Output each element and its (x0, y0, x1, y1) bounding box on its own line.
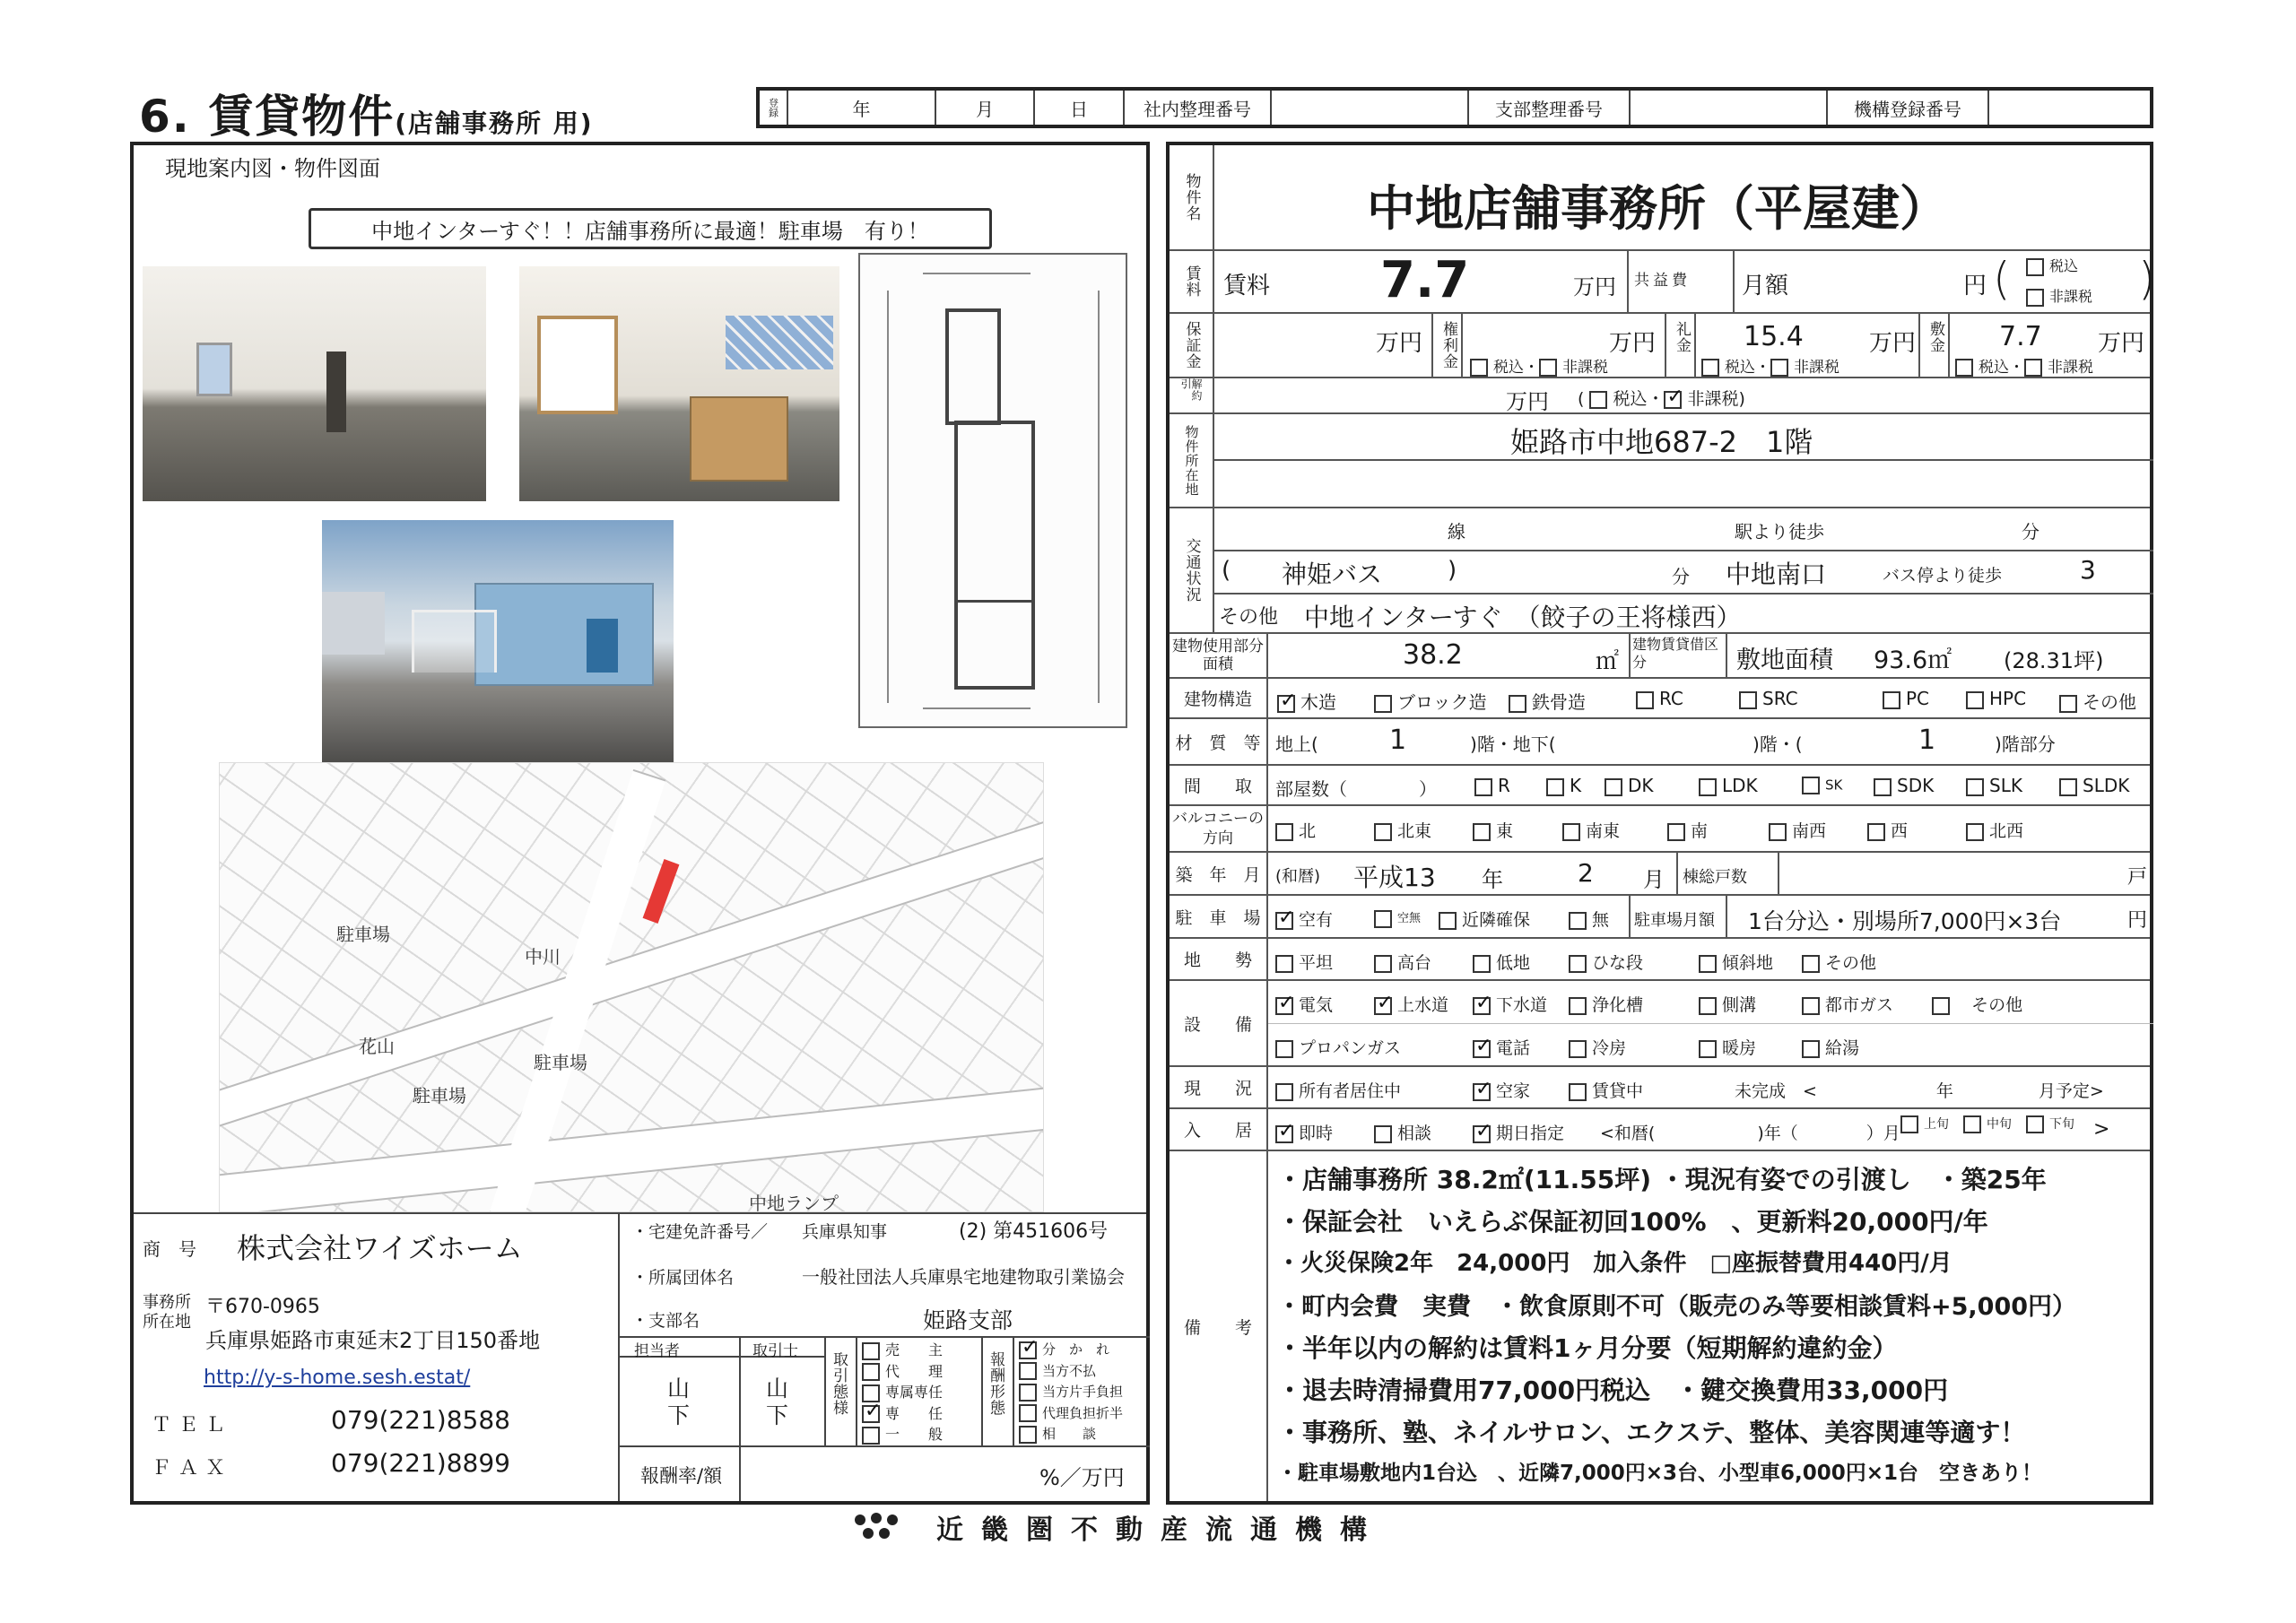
fee-rate-unit: %／万円 (1039, 1465, 1125, 1490)
association-name: 一般社団法人兵庫県宅地建物取引業協会 (802, 1266, 1125, 1288)
remark-line: ・火災保険2年 24,000円 加入条件 □座振替費用440円/月 (1277, 1250, 1952, 1277)
registration-bar (756, 87, 2153, 128)
direction-opt[interactable]: 西 (1867, 818, 1908, 842)
fee-rate-label: 報酬率/額 (640, 1465, 723, 1487)
land-area-label: 敷地面積 (1736, 647, 1833, 674)
movein-term[interactable]: 下旬 (2026, 1115, 2074, 1133)
floor-part-label: )階部分 (1995, 733, 2056, 755)
movein-opt[interactable]: ✓ 期日指定 (1473, 1120, 1564, 1144)
parking-opt[interactable]: 近隣確保 (1439, 907, 1530, 931)
cancellation-row: 解約引 万円 ( 税込・✓ 非課税) (1170, 378, 2150, 414)
floors-above-label: 地上( (1275, 733, 1318, 755)
other-access-label: その他 (1219, 606, 1279, 629)
left-panel (130, 142, 1150, 1505)
map-label-parking-3: 駐車場 (534, 1052, 587, 1073)
movein-row: 入 居 ✓ 即時 相談 ✓ 期日指定 <和暦( )年（ ）月 上旬 中旬 下旬 > (1170, 1109, 2150, 1151)
reikin-value: 15.4 (1744, 321, 1804, 352)
reikin-label: 礼金 (1673, 321, 1691, 353)
fee-type-option[interactable]: ✓分 か れ (1019, 1340, 1123, 1361)
terrain-opt[interactable]: 平坦 (1275, 950, 1333, 974)
reikin-tax[interactable]: 税込・ 非課税 (1701, 354, 1839, 377)
reikin-unit: 万円 (1869, 330, 1917, 357)
property-address: 姫路市中地687-2 1階 (1510, 425, 1813, 459)
location-map (219, 762, 1044, 1212)
area-unit: ㎡ (1596, 648, 1620, 675)
association-label: ・所属団体名 (631, 1268, 735, 1288)
parking-fee-yen: 円 (2127, 909, 2148, 932)
fee-type-option[interactable]: 当方片手負担 (1019, 1382, 1123, 1403)
company-name: 株式会社ワイズホーム (237, 1231, 523, 1265)
terrain-label: 地 勢 (1170, 939, 1268, 979)
company-url[interactable]: http://y-s-home.sesh.estat/ (204, 1367, 471, 1389)
layout-opt[interactable]: SLDK (2059, 775, 2129, 796)
units-label: 棟総戸数 (1683, 868, 1747, 887)
map-label-hanayama: 花山 (359, 1036, 395, 1057)
agent-name: 山下 (766, 1376, 789, 1428)
company-id-label: 社内整理番号 (1125, 91, 1272, 125)
land-area-value: 93.6㎡ (1874, 647, 1952, 674)
key-money-tax[interactable]: 税込・ 非課税 (1470, 354, 1608, 377)
fee-type-option[interactable]: 代理負担折半 (1019, 1403, 1123, 1425)
land-area-tsubo: (28.31坪) (2004, 648, 2104, 673)
facility-label: 設 備 (1170, 981, 1268, 1065)
postal-code: 〒670-0965 (205, 1296, 320, 1318)
company-name-label: 商 号 (143, 1238, 196, 1260)
terrain-opt[interactable]: その他 (1802, 950, 1876, 974)
movein-label: 入 居 (1170, 1109, 1268, 1150)
fee-type-label: 報酬形態 (987, 1351, 1004, 1416)
layout-label: 間 取 (1170, 766, 1268, 804)
units-unit: 戸 (2127, 866, 2148, 889)
material-row (1170, 719, 2150, 766)
direction-opt[interactable]: 南西 (1769, 818, 1826, 842)
direction-opt[interactable]: 南 (1667, 818, 1708, 842)
parking-opt[interactable]: ✓ 空有 (1275, 907, 1333, 931)
status-opt[interactable]: ✓ 空家 (1473, 1078, 1530, 1102)
movein-opt[interactable]: ✓ 即時 (1275, 1120, 1333, 1144)
status-label: 現 況 (1170, 1067, 1268, 1107)
facility-row (1170, 981, 2150, 1067)
status-row (1170, 1067, 2150, 1109)
direction-opt[interactable]: 北 (1275, 818, 1316, 842)
remarks-row (1170, 1151, 2150, 1501)
common-fee-tax-in[interactable]: 税込 (2026, 255, 2078, 276)
remarks-label: 備 考 (1170, 1151, 1268, 1501)
movein-term[interactable]: 上旬 (1900, 1115, 1949, 1133)
facility-opt[interactable]: ✓ 下水道 (1473, 992, 1547, 1016)
remark-line: ・半年以内の解約は賃料1ヶ月分要（短期解約違約金） (1277, 1333, 1898, 1363)
facility-opt[interactable]: 給湯 (1802, 1035, 1859, 1059)
traffic-row: 交通状況 線 駅より徒歩 分 ( 神姫バス ) 分 中地南口 バス停より徒歩 3 その他 中地インターすぐ （餃子の王将様西） (1170, 508, 2150, 634)
facility-opt[interactable]: ✓ 電話 (1473, 1035, 1530, 1059)
built-row (1170, 853, 2150, 896)
fee-type-list (1019, 1340, 1123, 1445)
train-line-label: 線 (1448, 521, 1465, 542)
terrain-row (1170, 939, 2150, 981)
deal-type-list (862, 1340, 943, 1445)
staff-name: 山下 (667, 1376, 691, 1428)
property-name: 中地店舗事務所（平屋建） (1367, 180, 1948, 237)
facility-opt[interactable]: その他 (1932, 992, 2022, 1016)
cancellation-tax[interactable]: ( 税込・✓ 非課税) (1578, 386, 1745, 410)
structure-opt[interactable]: RC (1636, 688, 1683, 709)
shikikin-unit: 万円 (2098, 330, 2145, 357)
lease-type-label: 建物賃貸借区分 (1632, 636, 1719, 671)
bus-walk-label: バス停より徒歩 (1883, 566, 2003, 586)
common-fee-yen: 円 (1963, 273, 1987, 299)
layout-opt[interactable]: SK (1802, 777, 1842, 794)
layout-opt[interactable]: R (1474, 775, 1510, 796)
location-row: 物件所在地 姫路市中地687-2 1階 (1170, 414, 2150, 508)
station-minutes-label: 分 (2022, 521, 2039, 542)
shikikin-label: 敷金 (1926, 321, 1944, 353)
branch-label: ・支部名 (631, 1311, 700, 1331)
terrain-opt[interactable]: ひな段 (1569, 950, 1643, 974)
built-month-unit: 月 (1643, 867, 1665, 892)
bus-minutes-label: 分 (1672, 566, 1690, 587)
facility-opt[interactable]: ✓ 上水道 (1374, 992, 1448, 1016)
floor-plan (858, 253, 1127, 728)
movein-term[interactable]: 中旬 (1963, 1115, 2012, 1133)
fee-type-option[interactable]: 当方不払 (1019, 1361, 1123, 1383)
exterior-photo (322, 520, 674, 762)
direction-opt[interactable]: 南東 (1562, 818, 1620, 842)
balcony-row (1170, 806, 2150, 853)
area-label: 建物使用部分面積 (1170, 634, 1268, 677)
section-label: 現地案内図・物件図面 (165, 156, 380, 181)
structure-row (1170, 679, 2150, 719)
rent-value: 7.7 (1380, 251, 1470, 309)
status-opt[interactable]: 賃貸中 (1569, 1078, 1643, 1102)
property-marker (643, 859, 680, 924)
fax-label: ＦＡＸ (152, 1457, 233, 1480)
org-logo-icon (852, 1511, 900, 1543)
floors-below-label: )階・地下( (1470, 733, 1556, 755)
structure-opt[interactable]: 鉄骨造 (1509, 688, 1586, 714)
balcony-label: バルコニーの方向 (1170, 806, 1268, 851)
map-label-parking-1: 駐車場 (336, 924, 390, 945)
tel-label: ＴＥＬ (152, 1414, 233, 1436)
deposit-unit: 万円 (1376, 330, 1423, 357)
layout-opt[interactable]: SLK (1966, 775, 2022, 796)
deal-type-label: 取引態様 (830, 1351, 848, 1416)
reg-day: 日 (1035, 91, 1125, 125)
structure-opt[interactable]: ✓ 木造 (1277, 688, 1336, 714)
common-fee-monthly: 月額 (1742, 273, 1789, 299)
deal-type-option[interactable]: 一 般 (862, 1424, 943, 1445)
reg-year: 年 (788, 91, 936, 125)
area-row (1170, 634, 2150, 679)
built-month: 2 (1578, 858, 1594, 888)
property-detail-panel (1166, 142, 2156, 1505)
layout-opt[interactable]: LDK (1699, 775, 1758, 796)
fee-type-option[interactable]: 相 談 (1019, 1424, 1123, 1445)
parking-row (1170, 896, 2150, 939)
agent-label: 取引士 (752, 1342, 798, 1360)
parking-opt[interactable]: 無 (1569, 907, 1609, 931)
facility-opt[interactable]: 暖房 (1699, 1035, 1756, 1059)
terrain-opt[interactable]: 傾斜地 (1699, 950, 1773, 974)
area-value: 38.2 (1403, 639, 1463, 671)
parking-fee: 1台分込・別場所7,000円×3台 (1748, 908, 2062, 934)
rent-row: 賃料 賃料 7.7 万円 共益費 月額 円 ( ) 税込 非課税 (1170, 251, 2150, 314)
common-fee-tax-ex[interactable]: 非課税 (2026, 285, 2092, 307)
floor-part: 1 (1918, 725, 1936, 756)
company-address: 兵庫県姫路市東延末2丁目150番地 (205, 1328, 541, 1353)
floors-below-end: )階・( (1752, 733, 1803, 755)
built-label: 築 年 月 (1170, 853, 1268, 894)
rent-sub-label: 賃料 (1223, 273, 1271, 299)
common-fee-label: 共益費 (1634, 272, 1691, 290)
page-title: 6. 賃貸物件(店舗事務所 用) (139, 91, 594, 143)
footer (852, 1509, 1480, 1545)
structure-opt[interactable]: PC (1883, 688, 1929, 709)
direction-opt[interactable]: 東 (1473, 818, 1513, 842)
built-year-unit: 年 (1482, 867, 1503, 892)
material-label: 材 質 等 (1170, 719, 1268, 764)
remark-line: ・町内会費 実費 ・飲食原則不可（販売のみ等要相談賃料+5,000円） (1277, 1293, 2077, 1321)
interior-photo-2 (519, 266, 839, 501)
movein-opt[interactable]: 相談 (1374, 1120, 1431, 1144)
parking-opt[interactable]: 空無 (1374, 908, 1421, 928)
structure-opt[interactable]: その他 (2059, 688, 2136, 714)
footer-org-name: 近畿圏不動産流通機構 (936, 1515, 1385, 1546)
structure-label: 建物構造 (1170, 679, 1268, 717)
branch-id-value (1631, 91, 1828, 125)
key-money-label: 権利金 (1439, 321, 1457, 369)
branch-id-label: 支部整理番号 (1469, 91, 1631, 125)
layout-opt[interactable]: SDK (1874, 775, 1934, 796)
shikikin-value: 7.7 (1999, 321, 2042, 352)
status-opt[interactable]: 所有者居住中 (1275, 1078, 1401, 1102)
branch-name: 姫路支部 (923, 1307, 1013, 1333)
company-id-value (1272, 91, 1469, 125)
movein-date: <和暦( )年（ ）月 (1600, 1124, 1900, 1143)
deal-type-option[interactable]: 売 主 (862, 1340, 943, 1361)
terrain-opt[interactable]: 高台 (1374, 950, 1431, 974)
facility-opt[interactable]: 都市ガス (1802, 992, 1893, 1016)
facility-opt[interactable]: ✓電気 (1275, 992, 1333, 1016)
deal-type-option[interactable]: 専属専任 (862, 1382, 943, 1403)
bus-company: 神姫バス (1282, 560, 1383, 589)
banner: 中地インターすぐ！！店舗事務所に最適！駐車場 有り！ (309, 208, 992, 249)
reg-month: 月 (936, 91, 1035, 125)
built-era-year: 平成13 (1353, 863, 1436, 892)
org-id-label: 機構登録番号 (1828, 91, 1989, 125)
remark-line: ・駐車場敷地内1台込 、近隣7,000円×3台、小型車6,000円×1台 空きあり！ (1277, 1462, 2043, 1485)
map-label-ramp: 中地ランプ (749, 1193, 839, 1212)
fax-number: 079(221)8899 (331, 1448, 510, 1478)
remark-line: ・保証会社 いえらぶ保証初回100% 、更新料20,000円/年 (1277, 1207, 1988, 1237)
era-label: (和暦) (1275, 867, 1321, 886)
station-walk-label: 駅より徒歩 (1735, 521, 1824, 542)
direction-opt[interactable]: 北東 (1374, 818, 1431, 842)
bus-stop-name: 中地南口 (1726, 560, 1827, 589)
structure-opt[interactable]: HPC (1966, 688, 2026, 709)
facility-opt[interactable]: 側溝 (1699, 992, 1756, 1016)
layout-row (1170, 766, 2150, 806)
remark-line: ・店舗事務所 38.2㎡(11.55坪) ・現況有姿での引渡し ・築25年 (1277, 1165, 2047, 1194)
parking-label: 駐 車 場 (1170, 896, 1268, 937)
terrain-opt[interactable]: 低地 (1473, 950, 1530, 974)
structure-opt[interactable]: SRC (1739, 688, 1798, 709)
rent-unit: 万円 (1573, 274, 1616, 299)
license-number: (2) 第451606号 (959, 1220, 1109, 1243)
layout-opt[interactable]: DK (1605, 775, 1654, 796)
cancellation-unit: 万円 (1506, 389, 1549, 414)
facility-opt[interactable]: プロパンガス (1275, 1035, 1401, 1059)
map-label-parking-2: 駐車場 (413, 1085, 466, 1107)
parking-fee-label: 駐車場月額 (1634, 911, 1715, 930)
other-access: 中地インターすぐ （餃子の王将様西） (1304, 603, 1742, 632)
map-label-nakagawa: 中川 (525, 946, 561, 968)
license-label: ・宅建免許番号／ (631, 1222, 769, 1242)
facility-opt[interactable]: 冷房 (1569, 1035, 1626, 1059)
license-issuer: 兵庫県知事 (802, 1222, 888, 1242)
tel-number: 079(221)8588 (331, 1405, 510, 1435)
interior-photo-1 (143, 266, 486, 501)
remark-line: ・事務所、塾、ネイルサロン、エクステ、整体、美容関連等適す！ (1277, 1418, 2026, 1447)
bus-walk-minutes: 3 (2080, 555, 2096, 585)
deal-type-option[interactable]: ✓専 任 (862, 1403, 943, 1425)
remark-line: ・退去時清掃費用77,000円税込 ・鍵交換費用33,000円 (1277, 1376, 1949, 1405)
deal-type-option[interactable]: 代 理 (862, 1361, 943, 1383)
structure-opt[interactable]: ブロック造 (1374, 688, 1487, 714)
reg-label: 登録 (760, 91, 788, 125)
org-id-value (1989, 91, 2150, 125)
layout-opt[interactable]: K (1546, 775, 1581, 796)
rooms-label: 部屋数（ ） (1275, 778, 1437, 800)
address-label: 事務所所在地 (143, 1293, 191, 1332)
floors-above: 1 (1389, 725, 1407, 756)
incomplete-note: 未完成 < 年 月予定> (1735, 1081, 2104, 1101)
key-money-unit: 万円 (1609, 330, 1657, 357)
property-name-row: 物件名 中地店舗事務所（平屋建） (1170, 145, 2150, 251)
facility-opt[interactable]: 浄化槽 (1569, 992, 1643, 1016)
direction-opt[interactable]: 北西 (1966, 818, 2023, 842)
shikikin-tax[interactable]: 税込・ 非課税 (1955, 354, 2093, 377)
staff-label: 担当者 (634, 1342, 680, 1360)
deposit-row: 保証金 万円 権利金 万円 税込・ 非課税 礼金 15.4 万円 税込・ 非課税 敷金 7.7 万円 税込・ 非課税 (1170, 314, 2150, 378)
